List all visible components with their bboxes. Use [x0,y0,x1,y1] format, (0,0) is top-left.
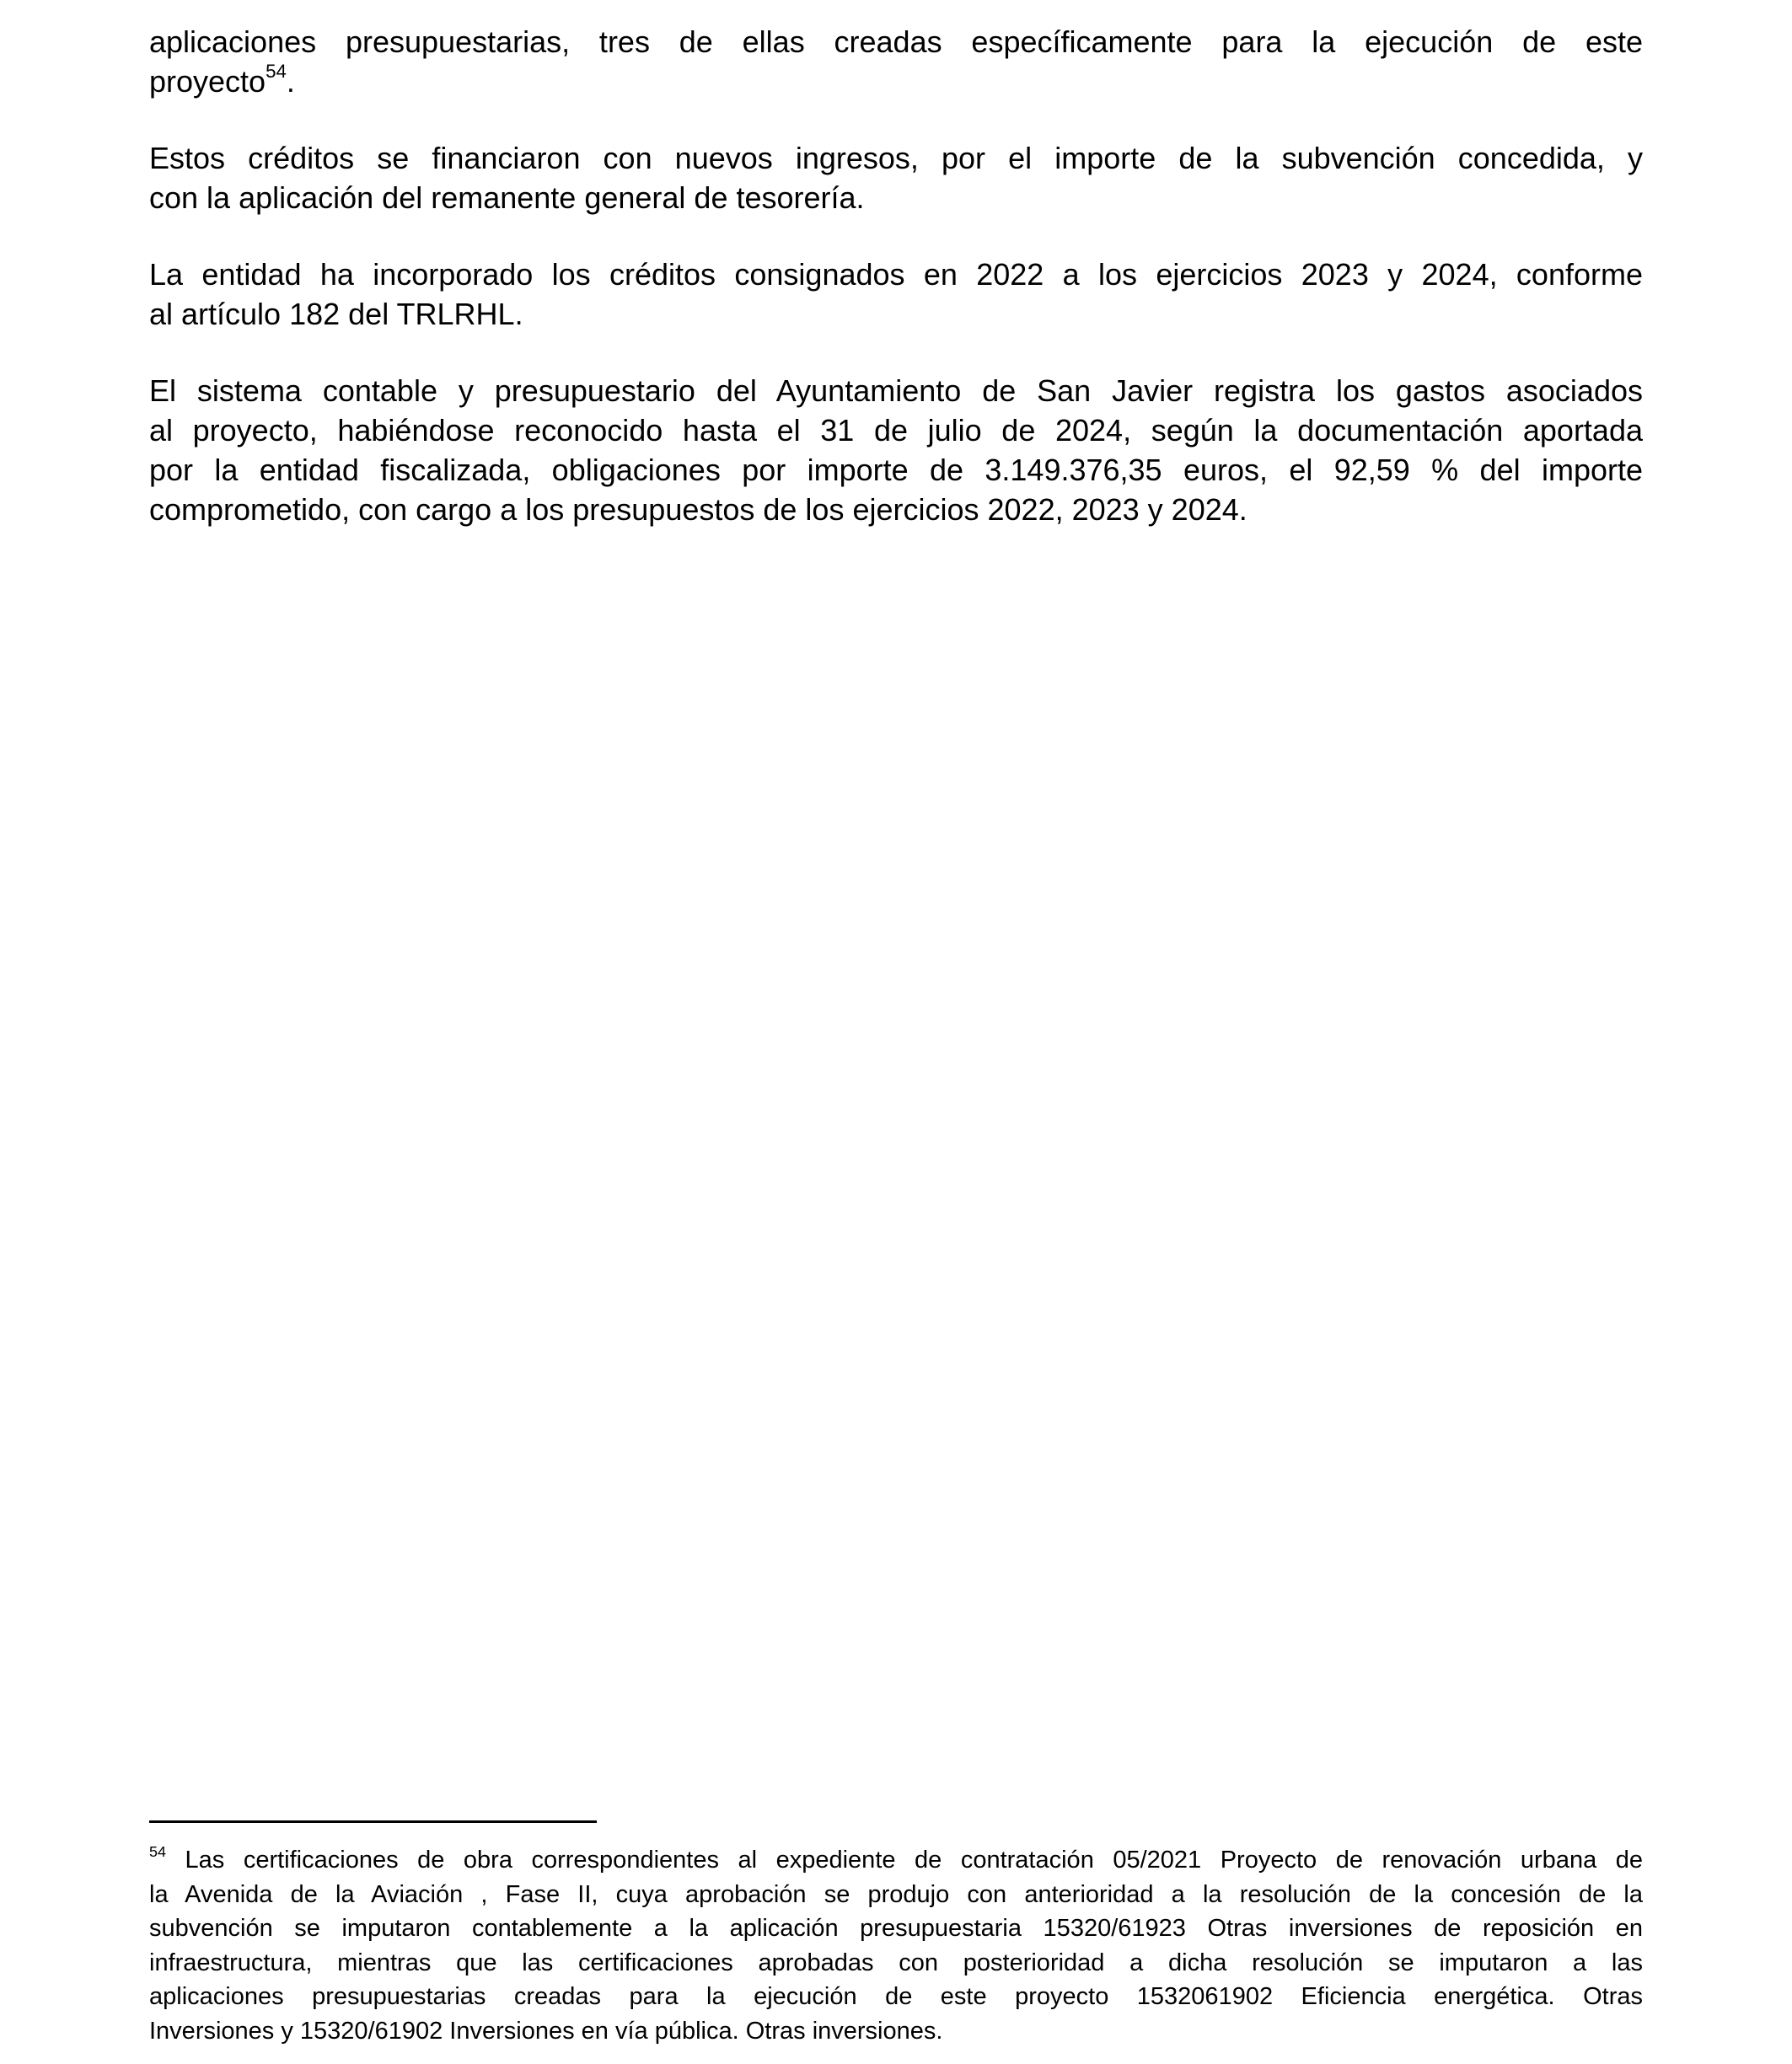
text-line [149,62,1643,101]
footnote-line: la Avenida de la Aviación , Fase II, cuya aprobación se produjo con anterioridad a la resolución de la concesión de la [149,1880,1643,1908]
footnote-reference[interactable]: 54 [266,61,287,83]
footnote-number: 54 [149,1843,166,1860]
text-line: La entidad ha incorporado los créditos consignados en 2022 a los ejercicios 2023 y 2024, conforme [149,257,1643,292]
text-line: con la aplicación del remanente general de tesorería. [149,180,865,215]
footnote-separator [149,1820,597,1823]
footnote-line: subvención se imputaron contablemente a la aplicación presupuestaria 15320/61923 Otras inversiones de reposición en [149,1915,1643,1943]
text-line: El sistema contable y presupuestario del Ayuntamiento de San Javier registra los gastos asociados [149,373,1643,408]
text-line: aplicaciones presupuestarias, tres de ellas creadas específicamente para la ejecución de este [149,24,1643,59]
paragraph-accounting-system [149,371,1643,529]
text-fragment: proyecto [149,64,266,99]
text-line: por la entidad fiscalizada, obligaciones por importe de 3.149.376,35 euros, el 92,59 % del importe [149,453,1643,487]
footnote-line: infraestructura, mientras que las certificaciones aprobadas con posterioridad a dicha resolución se imputaron a las [149,1949,1643,1976]
paragraph-credit-incorporation [149,255,1643,334]
text-fragment: . [286,64,295,99]
text-line: Estos créditos se financiaron con nuevos ingresos, por el importe de la subvención concedida, y [149,141,1643,175]
footnote-54 [149,1843,1643,2049]
text-line: comprometido, con cargo a los presupuestos de los ejercicios 2022, 2023 y 2024. [149,492,1247,527]
paragraph-budget-applications [149,22,1643,101]
text-line: al artículo 182 del TRLRHL. [149,297,523,331]
footnote-line: aplicaciones presupuestarias creadas para la ejecución de este proyecto 1532061902 Eficiencia energética. Otras [149,1983,1643,2011]
paragraph-financing [149,138,1643,217]
footnote-line: Inversiones y 15320/61902 Inversiones en vía pública. Otras inversiones. [149,2017,943,2045]
footnote-line [149,1843,1643,1878]
text-line: al proyecto, habiéndose reconocido hasta el 31 de julio de 2024, según la documentación aportada [149,413,1643,448]
text-fragment: Las certificaciones de obra correspondientes al expediente de contratación 05/2021 Proyecto de renovación urbana de [166,1847,1643,1874]
